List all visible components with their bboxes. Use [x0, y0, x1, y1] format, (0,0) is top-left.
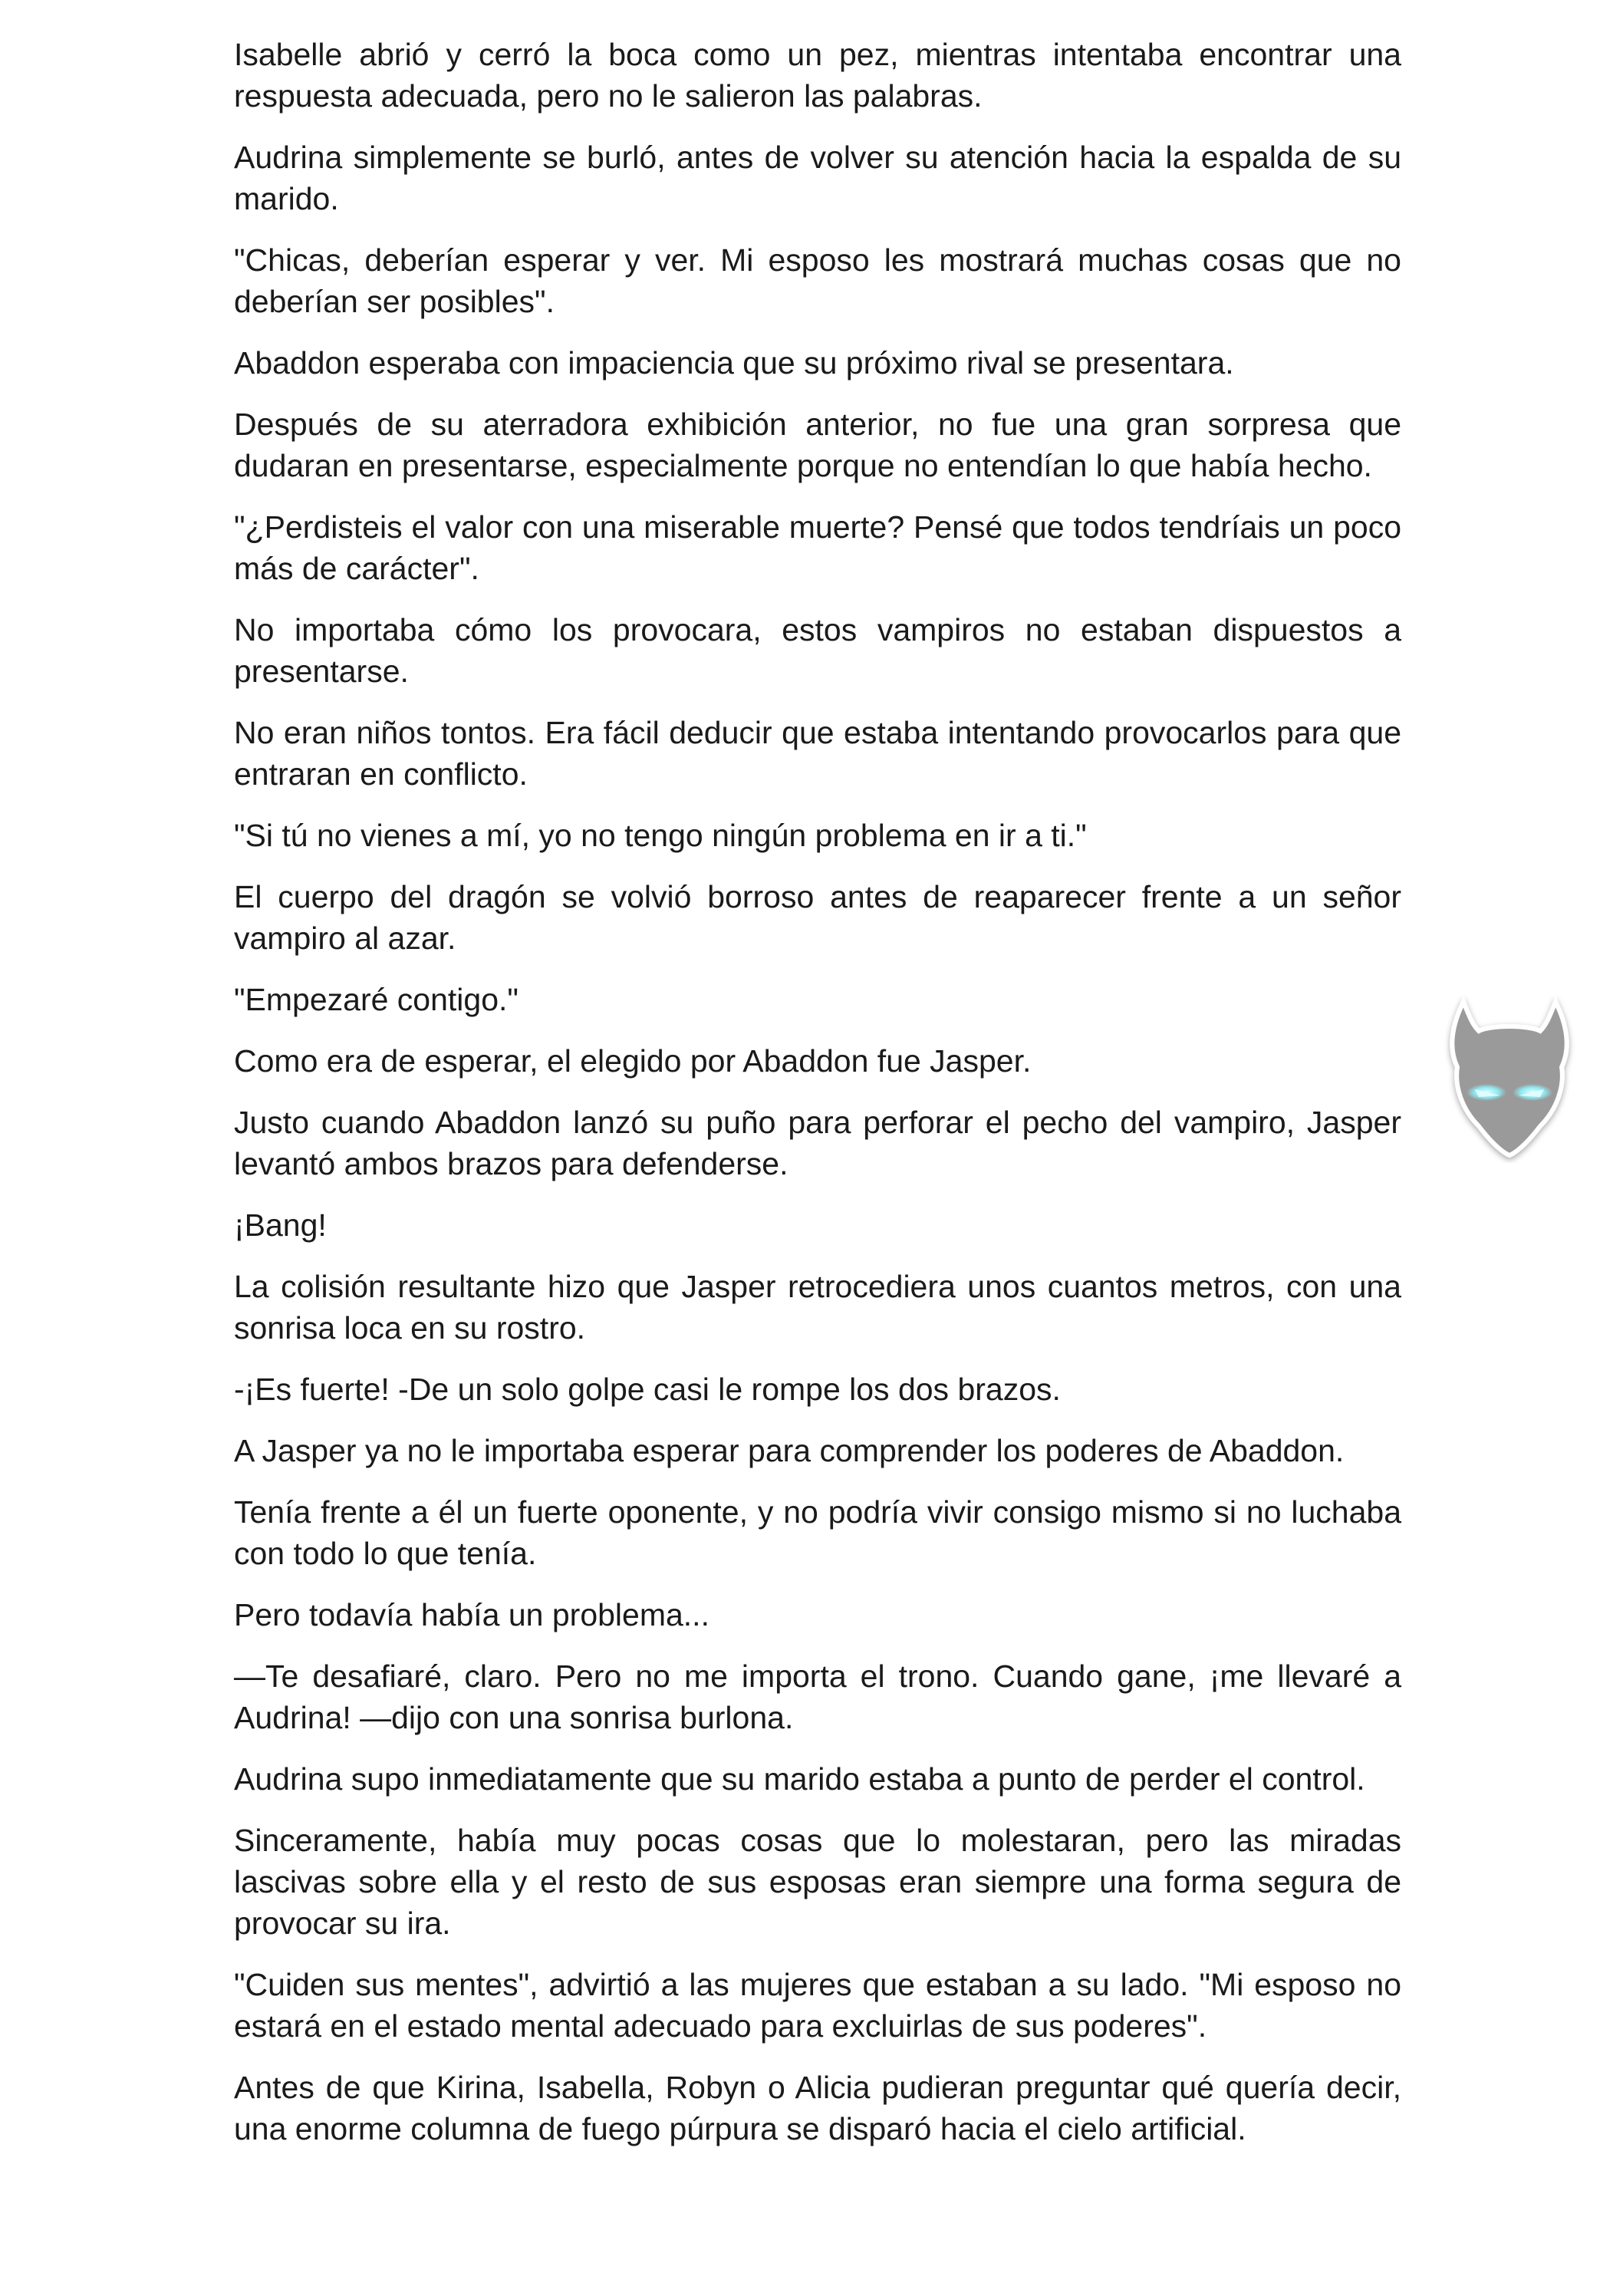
paragraph: —Te desafiaré, claro. Pero no me importa el trono. Cuando gane, ¡me llevaré a Audrina! —dijo con una sonrisa burlona. — [234, 1659, 1401, 1735]
demon-head-icon — [1433, 994, 1586, 1163]
document-body — [234, 34, 1401, 2169]
paragraph: La colisión resultante hizo que Jasper retrocediera unos cuantos metros, con una sonrisa loca en su rostro. — [234, 1269, 1401, 1346]
paragraph: Isabelle abrió y cerró la boca como un pez, mientras intentaba encontrar una respuesta adecuada, pero no le salieron las palabras. — [234, 37, 1401, 114]
paragraph: Sinceramente, había muy pocas cosas que lo molestaran, pero las miradas lascivas sobre ella y el resto de sus esposas eran siempre una forma segura de provocar su ira. — [234, 1823, 1401, 1941]
paragraph: Tenía frente a él un fuerte oponente, y no podría vivir consigo mismo si no luchaba con todo lo que tenía. — [234, 1494, 1401, 1571]
paragraph: "Empezaré contigo." — [234, 982, 519, 1017]
paragraph: "Chicas, deberían esperar y ver. Mi esposo les mostrará muchas cosas que no deberían ser posibles". — [234, 242, 1401, 319]
paragraph: Como era de esperar, el elegido por Abaddon fue Jasper. — [234, 1043, 1032, 1079]
paragraph: Audrina supo inmediatamente que su marido estaba a punto de perder el control. — [234, 1761, 1365, 1797]
paragraph: Antes de que Kirina, Isabella, Robyn o Alicia pudieran preguntar qué quería decir, una enorme columna de fuego púrpura se disparó hacia el cielo artificial. — [234, 2070, 1401, 2146]
paragraph: A Jasper ya no le importaba esperar para comprender los poderes de Abaddon. — [234, 1433, 1345, 1468]
paragraph: El cuerpo del dragón se volvió borroso antes de reaparecer frente a un señor vampiro al azar. — [234, 879, 1401, 956]
paragraph: Pero todavía había un problema... — [234, 1597, 709, 1632]
paragraph: No eran niños tontos. Era fácil deducir que estaba intentando provocarlos para que entraran en conflicto. — [234, 715, 1401, 792]
paragraph: ¡Bang! — [234, 1207, 327, 1243]
paragraph: "Cuiden sus mentes", advirtió a las mujeres que estaban a su lado. "Mi esposo no estará en el estado mental adecuado para excluirlas de sus poderes". — [234, 1967, 1401, 2044]
paragraph: Justo cuando Abaddon lanzó su puño para perforar el pecho del vampiro, Jasper levantó ambos brazos para defenderse. — [234, 1105, 1401, 1181]
paragraph: "¿Perdisteis el valor con una miserable muerte? Pensé que todos tendríais un poco más de carácter". — [234, 509, 1401, 586]
paragraph: "Si tú no vienes a mí, yo no tengo ningún problema en ir a ti." — [234, 818, 1087, 853]
paragraph: Abaddon esperaba con impaciencia que su próximo rival se presentara. — [234, 345, 1234, 380]
paragraph: Audrina simplemente se burló, antes de volver su atención hacia la espalda de su marido. — [234, 140, 1401, 216]
paragraph: Después de su aterradora exhibición anterior, no fue una gran sorpresa que dudaran en presentarse, especialmente porque no entendían lo que había hecho. — [234, 407, 1401, 483]
paragraph: -¡Es fuerte! -De un solo golpe casi le rompe los dos brazos. — [234, 1372, 1061, 1407]
paragraph: No importaba cómo los provocara, estos vampiros no estaban dispuestos a presentarse. — [234, 612, 1401, 689]
